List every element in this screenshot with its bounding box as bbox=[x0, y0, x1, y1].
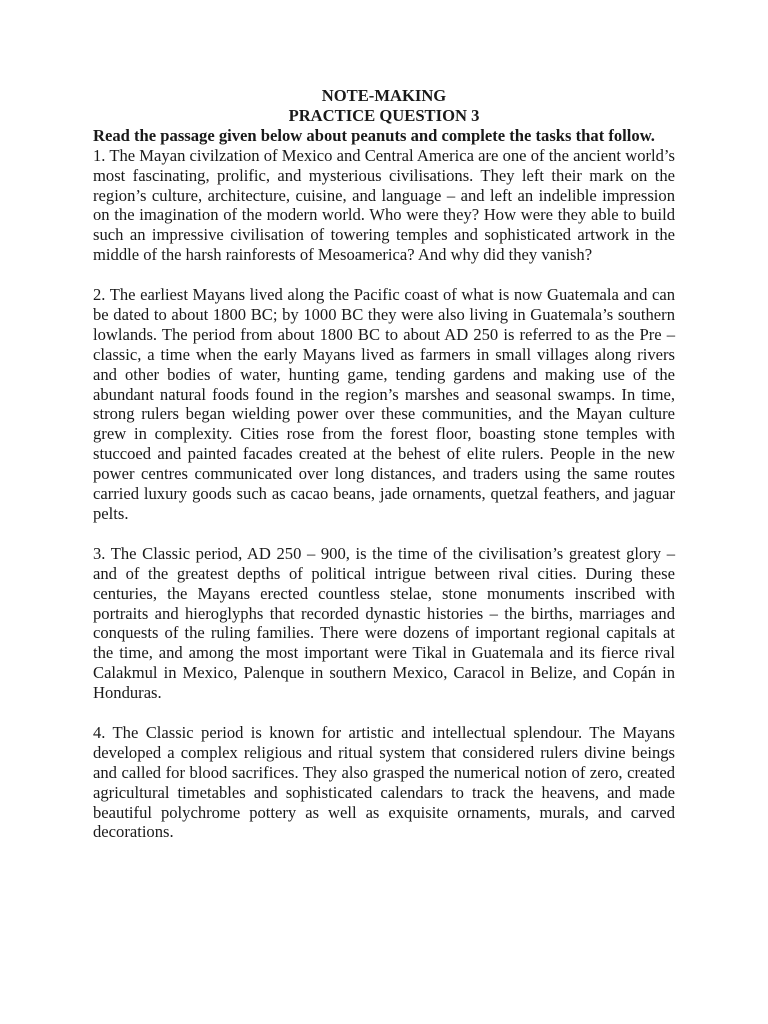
paragraph-4: 4. The Classic period is known for artistic and intellectual splendour. The Mayans developed a complex religious and ritual system that considered rulers divine beings and called for blood sacrifices. They also grasped the numerical notion of zero, created agricultural timetables and sophisticated calendars to track the heavens, and made beautiful polychrome pottery as well as exquisite ornaments, murals, and carved decorations. bbox=[93, 722, 675, 842]
paragraph-2: 2. The earliest Mayans lived along the Pacific coast of what is now Guatemala and can be dated to about 1800 BC; by 1000 BC they were also living in Guatemala’s southern lowlands. The period from about 1800 BC to about AD 250 is referred to as the Pre – classic, a time when the early Mayans lived as farmers in small villages along rivers and other bodies of water, hunting game, tending gardens and making use of the abundant natural foods found in the region’s marshes and seasonal swamps. In time, strong rulers began wielding power over these communities, and the Mayan culture grew in complexity. Cities rose from the forest floor, boasting stone temples with stuccoed and painted facades created at the behest of elite rulers. People in the new power centres communicated over long distances, and traders using the same routes carried luxury goods such as cacao beans, jade ornaments, quetzal feathers, and jaguar pelts. bbox=[93, 285, 675, 524]
paragraph-1: 1. The Mayan civilzation of Mexico and Central America are one of the ancient world’s most fascinating, prolific, and mysterious civilisations. They left their mark on the region’s culture, architecture, cuisine, and language – and left an indelible impression on the imagination of the modern world. Who were they? How were they able to build such an impressive civilisation of towering temples and sophisticated artwork in the middle of the harsh rainforests of Mesoamerica? And why did they vanish? bbox=[93, 145, 675, 265]
paragraph-3: 3. The Classic period, AD 250 – 900, is the time of the civilisation’s greatest glory – and of the greatest depths of political intrigue between rival cities. During these centuries, the Mayans erected countless stelae, stone monuments inscribed with portraits and hieroglyphs that recorded dynastic histories – the births, marriages and conquests of the ruling families. There were dozens of important regional capitals at the time, and among the most important were Tikal in Guatemala and its fierce rival Calakmul in Mexico, Palenque in southern Mexico, Caracol in Belize, and Copán in Honduras. bbox=[93, 543, 675, 703]
document-subtitle: PRACTICE QUESTION 3 bbox=[288, 105, 480, 125]
document-title: NOTE-MAKING bbox=[321, 86, 447, 105]
document-page bbox=[93, 86, 675, 842]
instruction-text: Read the passage given below about peanuts and complete the tasks that follow. bbox=[93, 125, 655, 145]
